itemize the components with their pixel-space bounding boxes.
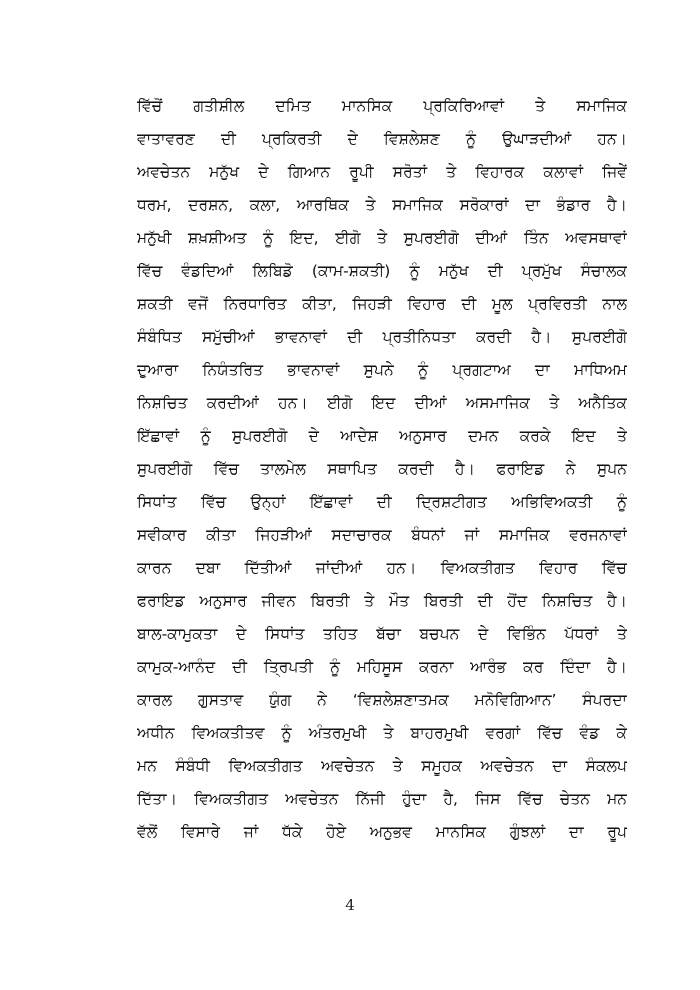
text-line: ਕਾਰਨ ਦਬਾ ਦਿੱਤੀਆਂ ਜਾਂਦੀਆਂ ਹਨ। ਵਿਅਕਤੀਗਤ ਵਿਹਾਰ ਵਿੱਚ <box>137 559 627 577</box>
text-line: ਸਿਧਾਂਤ ਵਿੱਚ ਉਨ੍ਹਾਂ ਇੱਛਾਵਾਂ ਦੀ ਦ੍ਰਿਸ਼ਟੀਗਤ ਅਭਿਵਿਅਕਤੀ ਨੂੰ <box>137 493 627 511</box>
text-line: ਕਾਮੁਕ-ਆਨੰਦ ਦੀ ਤ੍ਰਿਪਤੀ ਨੂੰ ਮਹਿਸੂਸ ਕਰਨਾ ਆਰੰਭ ਕਰ ਦਿੰਦਾ ਹੈ। <box>137 658 627 676</box>
text-line: ਸੁਪਰਈਗੋ ਵਿੱਚ ਤਾਲਮੇਲ ਸਥਾਪਿਤ ਕਰਦੀ ਹੈ। ਫਰਾਇਡ ਨੇ ਸੁਪਨ <box>137 460 627 478</box>
text-line: ਬਾਲ-ਕਾਮੁਕਤਾ ਦੇ ਸਿਧਾਂਤ ਤਹਿਤ ਬੱਚਾ ਬਚਪਨ ਦੇ ਵਿਭਿੰਨ ਪੱਧਰਾਂ ਤੇ <box>137 625 627 643</box>
text-line: ਵਿੱਚ ਵੰਡਦਿਆਂ ਲਿਬਿਡੋ (ਕਾਮ-ਸ਼ਕਤੀ) ਨੂੰ ਮਨੁੱਖ ਦੀ ਪ੍ਰਮੁੱਖ ਸੰਚਾਲਕ <box>137 262 627 280</box>
text-line: ਸ਼ਕਤੀ ਵਜੋਂ ਨਿਰਧਾਰਿਤ ਕੀਤਾ, ਜਿਹੜੀ ਵਿਹਾਰ ਦੀ ਮੂਲ ਪ੍ਰਵਿਰਤੀ ਨਾਲ <box>137 295 627 313</box>
text-line: ਸਵੀਕਾਰ ਕੀਤਾ ਜਿਹੜੀਆਂ ਸਦਾਚਾਰਕ ਬੰਧਨਾਂ ਜਾਂ ਸਮਾਜਿਕ ਵਰਜਨਾਵਾਂ <box>137 526 627 544</box>
text-line: ਸੰਬੰਧਿਤ ਸਮੁੱਚੀਆਂ ਭਾਵਨਾਵਾਂ ਦੀ ਪ੍ਰਤੀਨਿਧਤਾ ਕਰਦੀ ਹੈ। ਸੁਪਰਈਗੋ <box>137 328 627 346</box>
text-line: ਨਿਸ਼ਚਿਤ ਕਰਦੀਆਂ ਹਨ। ਈਗੋ ਇਦ ਦੀਆਂ ਅਸਮਾਜਿਕ ਤੇ ਅਨੈਤਿਕ <box>137 394 627 412</box>
text-line: ਵਾਤਾਵਰਣ ਦੀ ਪ੍ਰਕਿਰਤੀ ਦੇ ਵਿਸ਼ਲੇਸ਼ਣ ਨੂੰ ਉਘਾੜਦੀਆਂ ਹਨ। <box>137 130 627 148</box>
text-line: ਮਨ ਸੰਬੰਧੀ ਵਿਅਕਤੀਗਤ ਅਵਚੇਤਨ ਤੇ ਸਮੂਹਕ ਅਵਚੇਤਨ ਦਾ ਸੰਕਲਪ <box>137 757 627 775</box>
text-line: ਅਧੀਨ ਵਿਅਕਤੀਤਵ ਨੂੰ ਅੰਤਰਮੁਖੀ ਤੇ ਬਾਹਰਮੁਖੀ ਵਰਗਾਂ ਵਿੱਚ ਵੰਡ ਕੇ <box>137 724 627 742</box>
text-line: ਦਿੱਤਾ। ਵਿਅਕਤੀਗਤ ਅਵਚੇਤਨ ਨਿੱਜੀ ਹੁੰਦਾ ਹੈ, ਜਿਸ ਵਿੱਚ ਚੇਤਨ ਮਨ <box>137 790 627 808</box>
text-line: ਦੁਆਰਾ ਨਿਯੰਤਰਿਤ ਭਾਵਨਾਵਾਂ ਸੁਪਨੇ ਨੂੰ ਪ੍ਰਗਟਾਅ ਦਾ ਮਾਧਿਅਮ <box>137 361 627 379</box>
text-line: ਅਵਚੇਤਨ ਮਨੁੱਖ ਦੇ ਗਿਆਨ ਰੂਪੀ ਸਰੋਤਾਂ ਤੇ ਵਿਹਾਰਕ ਕਲਾਵਾਂ ਜਿਵੇਂ <box>137 163 627 181</box>
text-line: ਕਾਰਲ ਗੁਸਤਾਵ ਯੁੰਗ ਨੇ ‘ਵਿਸ਼ਲੇਸ਼ਣਾਤਮਕ ਮਨੋਵਿਗਿਆਨ’ ਸੰਪਰਦਾ <box>137 691 627 709</box>
text-line: ਵੱਲੋਂ ਵਿਸਾਰੇ ਜਾਂ ਧੱਕੇ ਹੋਏ ਅਨੁਭਵ ਮਾਨਸਿਕ ਗੁੰਝਲਾਂ ਦਾ ਰੂਪ <box>137 823 627 841</box>
text-line: ਧਰਮ, ਦਰਸ਼ਨ, ਕਲਾ, ਆਰਥਿਕ ਤੇ ਸਮਾਜਿਕ ਸਰੋਕਾਰਾਂ ਦਾ ਭੰਡਾਰ ਹੈ। <box>137 196 627 214</box>
text-line: ਫਰਾਇਡ ਅਨੁਸਾਰ ਜੀਵਨ ਬਿਰਤੀ ਤੇ ਮੌਤ ਬਿਰਤੀ ਦੀ ਹੋਂਦ ਨਿਸ਼ਚਿਤ ਹੈ। <box>137 592 627 610</box>
page-number: 4 <box>345 896 355 914</box>
body-text <box>137 90 627 849</box>
text-line: ਵਿੱਚੋਂ ਗਤੀਸ਼ੀਲ ਦਮਿਤ ਮਾਨਸਿਕ ਪ੍ਰਕਿਰਿਆਵਾਂ ਤੇ ਸਮਾਜਿਕ <box>137 97 627 115</box>
text-line: ਮਨੁੱਖੀ ਸ਼ਖ਼ਸ਼ੀਅਤ ਨੂੰ ਇਦ, ਈਗੋ ਤੇ ਸੁਪਰਈਗੋ ਦੀਆਂ ਤਿੰਨ ਅਵਸਥਾਵਾਂ <box>137 229 627 247</box>
text-line: ਇੱਛਾਵਾਂ ਨੂੰ ਸੁਪਰਈਗੋ ਦੇ ਆਦੇਸ਼ ਅਨੁਸਾਰ ਦਮਨ ਕਰਕੇ ਇਦ ਤੇ <box>137 427 627 445</box>
